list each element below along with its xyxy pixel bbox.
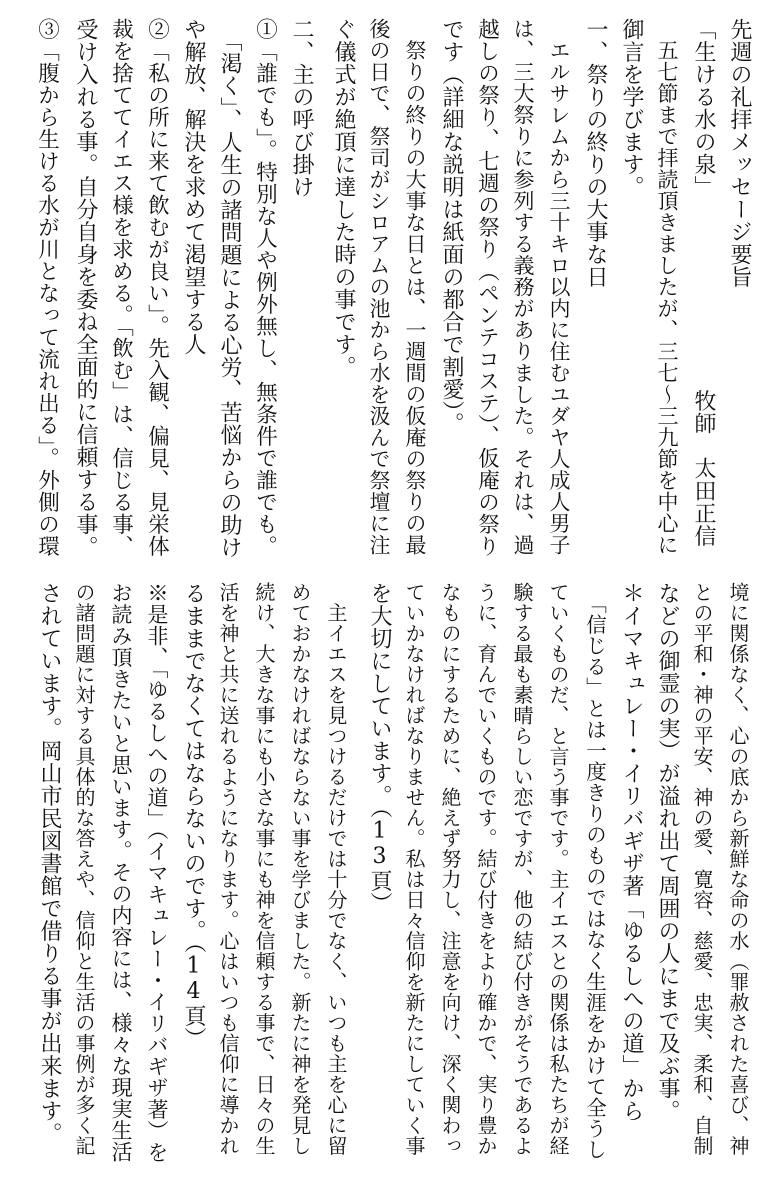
text-column: ぐ儀式が絶頂に達した時の事です。 xyxy=(331,18,356,378)
text-column: るままでなくてはならないのです。（14頁） xyxy=(181,582,206,1050)
section-heading-1: 一、祭りの終りの大事な日 xyxy=(583,18,608,288)
text-column: うに、育んでいくものです。結び付きをより確かで、実り豊か xyxy=(474,582,498,1156)
text-column: などの御霊の実）が溢れ出て周囲の人にまで及ぶ事。 xyxy=(655,582,680,1122)
text-column: との平和・神の平安、神の愛、寛容、慈愛、忠実、柔和、自制 xyxy=(690,582,714,1156)
text-column: エルサレムから三十キロ以内に住むユダヤ人成人男子 xyxy=(547,18,571,556)
point-1: ①「誰でも」。特別な人や例外無し、無条件で誰でも。 xyxy=(252,18,278,558)
bulletin-heading: 先週の礼拝メッセージ要旨 xyxy=(727,18,752,288)
text-column: 五七節まで拝読頂きましたが、三七〜三九節を中心に xyxy=(655,18,679,556)
text-column: めておかなければならない事を学びました。新たに神を発見し xyxy=(288,582,312,1156)
text-column: 「信じる」とは一度きりのものではなく生涯をかけて全うし xyxy=(582,582,607,1160)
text-column: を大切にしています。（13頁） xyxy=(367,582,392,915)
text-column: は、三大祭りに参列する義務がありました。それは、過 xyxy=(511,18,535,556)
text-column: 活を神と共に送れるようになります。心はいつも信仰に導かれ xyxy=(216,582,240,1156)
text-column: 裁を捨ててイエス様を求める。「飲む」は、信じる事、 xyxy=(108,18,134,558)
text-column: です（詳細な説明は紙面の都合で割愛）。 xyxy=(439,18,464,435)
point-2: ②「私の所に来て飲むが良い」。先入観、偏見、見栄体 xyxy=(144,18,170,558)
text-column: お読み頂きたいと思います。その内容には、様々な現実生活 xyxy=(109,582,133,1163)
recommendation-note: ※是非、「ゆるしへの道」（イマキュレー・イリバギザ著）を xyxy=(145,582,169,1163)
text-column: や解放、解決を求めて渇望する人 xyxy=(181,18,206,356)
text-column: されています。岡山市民図書館で借りる事が出来ます。 xyxy=(37,582,62,1145)
text-column: の諸問題に対する具体的な答えや、信仰と生活の事例が多く記 xyxy=(72,582,96,1156)
text-column: 主イエスを見つけるだけでは十分でなく、いつも主を心に留 xyxy=(324,582,348,1156)
text-column: 越しの祭り、七週の祭り（ペンテコステ）、仮庵の祭り xyxy=(474,18,500,558)
section-heading-2: 二、主の呼び掛け xyxy=(289,18,314,198)
text-column: 「渇く」、人生の諸問題による心労、苦悩からの助け xyxy=(217,18,242,559)
text-column: ていかなければなりません。私は日々信仰を新たにしていく事 xyxy=(402,582,426,1156)
text-column: ていくものだ、と言う事です。主イエスとの関係は私たちが経 xyxy=(546,582,570,1156)
text-column: 験する最も素晴らしい恋ですが、他の結び付きがそうであるよ xyxy=(510,582,534,1156)
text-column: 境に関係なく、心の底から新鮮な命の水（罪赦された喜び、神 xyxy=(726,582,750,1156)
book-quote-heading: ＊イマキュレー・イリバギザ著「ゆるしへの道」から xyxy=(619,582,644,1122)
text-column: 続け、大きな事にも小さな事にも神を信頼する事で、日々の生 xyxy=(252,582,276,1156)
text-column: 後の日で、祭司がシロアムの池から水を汲んで祭壇に注 xyxy=(367,18,391,556)
text-column: なものにするために、絶えず努力し、注意を向け、深く関わっ xyxy=(438,582,462,1156)
text-column: 受け入れる事。自分自身を委ね全面的に信頼する事。 xyxy=(73,18,98,558)
sermon-title-and-pastor: 「生ける水の泉」 牧師 太田正信 xyxy=(691,18,716,547)
point-3: ③「腹から生ける水が川となって流れ出る」。外側の環 xyxy=(34,18,60,558)
text-column: 御言を学びます。 xyxy=(619,18,644,198)
text-column: 祭りの終りの大事な日とは、一週間の仮庵の祭りの最 xyxy=(403,18,427,556)
